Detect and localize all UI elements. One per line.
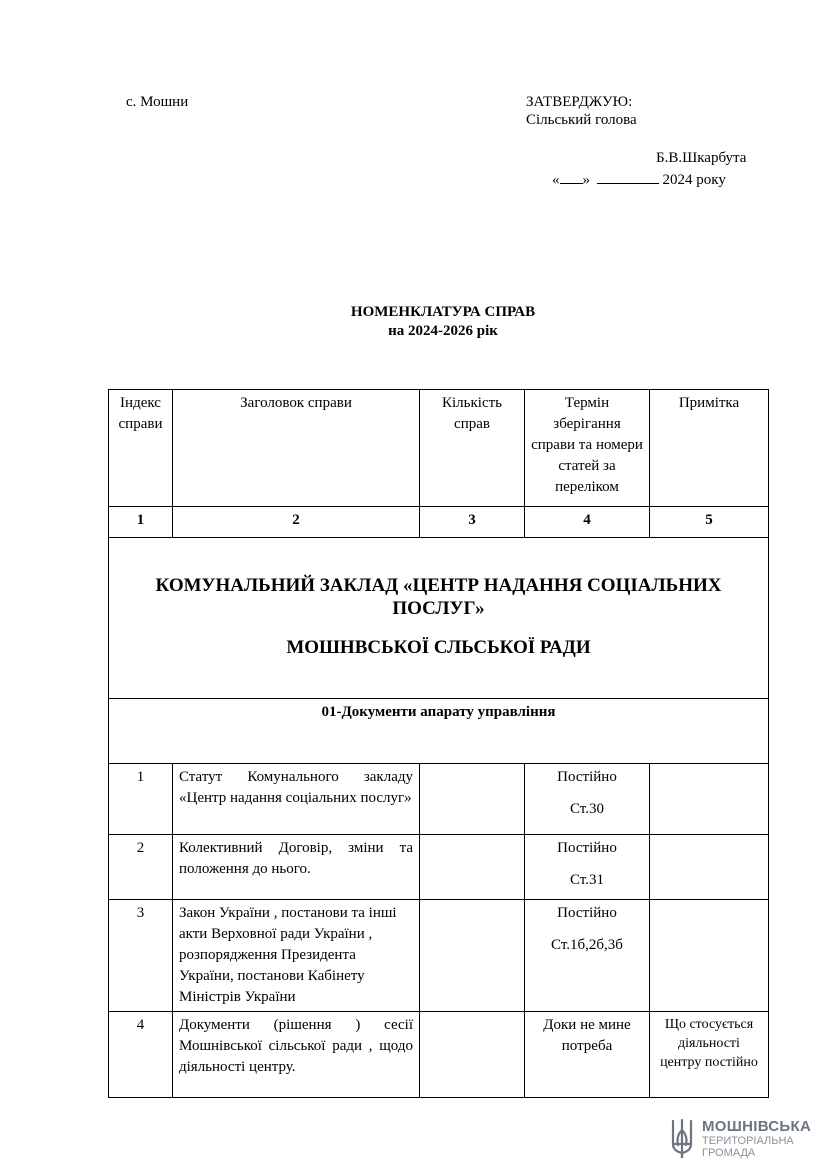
row-article: Ст.31 xyxy=(570,872,604,888)
logo-subtitle xyxy=(702,1135,794,1159)
community-logo xyxy=(668,1117,812,1159)
place-name: с. Мошни xyxy=(126,94,189,110)
approval-date xyxy=(552,168,726,191)
table-row xyxy=(109,764,769,835)
month-blank xyxy=(597,168,659,184)
row-index: 1 xyxy=(109,764,173,835)
logo-subtitle-line: ГРОМАДА xyxy=(702,1147,756,1159)
row-note xyxy=(650,900,769,1012)
table-row xyxy=(109,900,769,1012)
row-storage xyxy=(525,900,650,1012)
logo-title: МОШНІВСЬКА xyxy=(702,1118,812,1135)
organization-council: МОШНВСЬКОЇ СЛЬСЬКОЇ РАДИ xyxy=(286,637,591,658)
row-note xyxy=(650,835,769,900)
row-article: Ст.30 xyxy=(570,801,604,817)
row-index: 2 xyxy=(109,835,173,900)
column-number: 4 xyxy=(525,507,650,538)
row-heading: Колективний Договір, зміни та положення до нього. xyxy=(173,835,420,900)
column-number: 2 xyxy=(173,507,420,538)
row-note: Що стосується діяльності центру постійно xyxy=(650,1012,769,1098)
row-heading: Документи (рішення ) сесії Мошнівської сільської ради , щодо діяльності центру. xyxy=(173,1012,420,1098)
row-article: Ст.1б,2б,3б xyxy=(551,937,623,953)
row-heading: Статут Комунального закладу «Центр надання соціальних послуг» xyxy=(173,764,420,835)
header-count: Кількість справ xyxy=(420,390,525,507)
row-count xyxy=(420,835,525,900)
row-heading: Закон України , постанови та інші акти Верховної ради України , розпорядження Президента України, постанови Кабінету Міністрів України xyxy=(173,900,420,1012)
row-term: Постійно xyxy=(557,840,617,856)
approver-title: Сільський голова xyxy=(526,112,637,128)
approver-name: Б.В.Шкарбута xyxy=(656,150,747,166)
nomenclature-table xyxy=(108,389,769,1098)
document-title: НОМЕНКЛАТУРА СПРАВ xyxy=(350,304,536,320)
section-title: 01-Документи апарату управління xyxy=(109,699,769,764)
table-header-row xyxy=(109,390,769,507)
header-heading: Заголовок справи xyxy=(173,390,420,507)
column-number: 3 xyxy=(420,507,525,538)
day-blank xyxy=(560,168,583,184)
row-term: Доки не мине потреба xyxy=(525,1012,650,1098)
document-period: на 2024-2026 рік xyxy=(388,323,498,339)
trident-icon xyxy=(668,1117,696,1159)
header-term: Термін зберігання справи та номери статей за переліком xyxy=(525,390,650,507)
date-close-quote: » xyxy=(582,172,590,188)
logo-subtitle-line: ТЕРИТОРІАЛЬНА xyxy=(702,1135,794,1147)
row-term: Постійно xyxy=(557,905,617,921)
header-index: Індекс справи xyxy=(109,390,173,507)
row-count xyxy=(420,900,525,1012)
table-row xyxy=(109,835,769,900)
row-index: 4 xyxy=(109,1012,173,1098)
date-year: 2024 року xyxy=(662,172,726,188)
table-row xyxy=(109,1012,769,1098)
date-open-quote: « xyxy=(552,172,560,188)
approve-label: ЗАТВЕРДЖУЮ: xyxy=(526,94,633,110)
row-index: 3 xyxy=(109,900,173,1012)
row-count xyxy=(420,1012,525,1098)
row-storage xyxy=(525,764,650,835)
row-note xyxy=(650,764,769,835)
row-count xyxy=(420,764,525,835)
section-row xyxy=(109,699,769,764)
row-storage xyxy=(525,835,650,900)
column-number: 1 xyxy=(109,507,173,538)
organization-name: КОМУНАЛЬНИЙ ЗАКЛАД «ЦЕНТР НАДАННЯ СОЦІАЛЬНИХ ПОСЛУГ» xyxy=(155,575,722,619)
row-term: Постійно xyxy=(557,769,617,785)
organization-row xyxy=(109,538,769,699)
column-numbers-row xyxy=(109,507,769,538)
header-note: Примітка xyxy=(650,390,769,507)
column-number: 5 xyxy=(650,507,769,538)
